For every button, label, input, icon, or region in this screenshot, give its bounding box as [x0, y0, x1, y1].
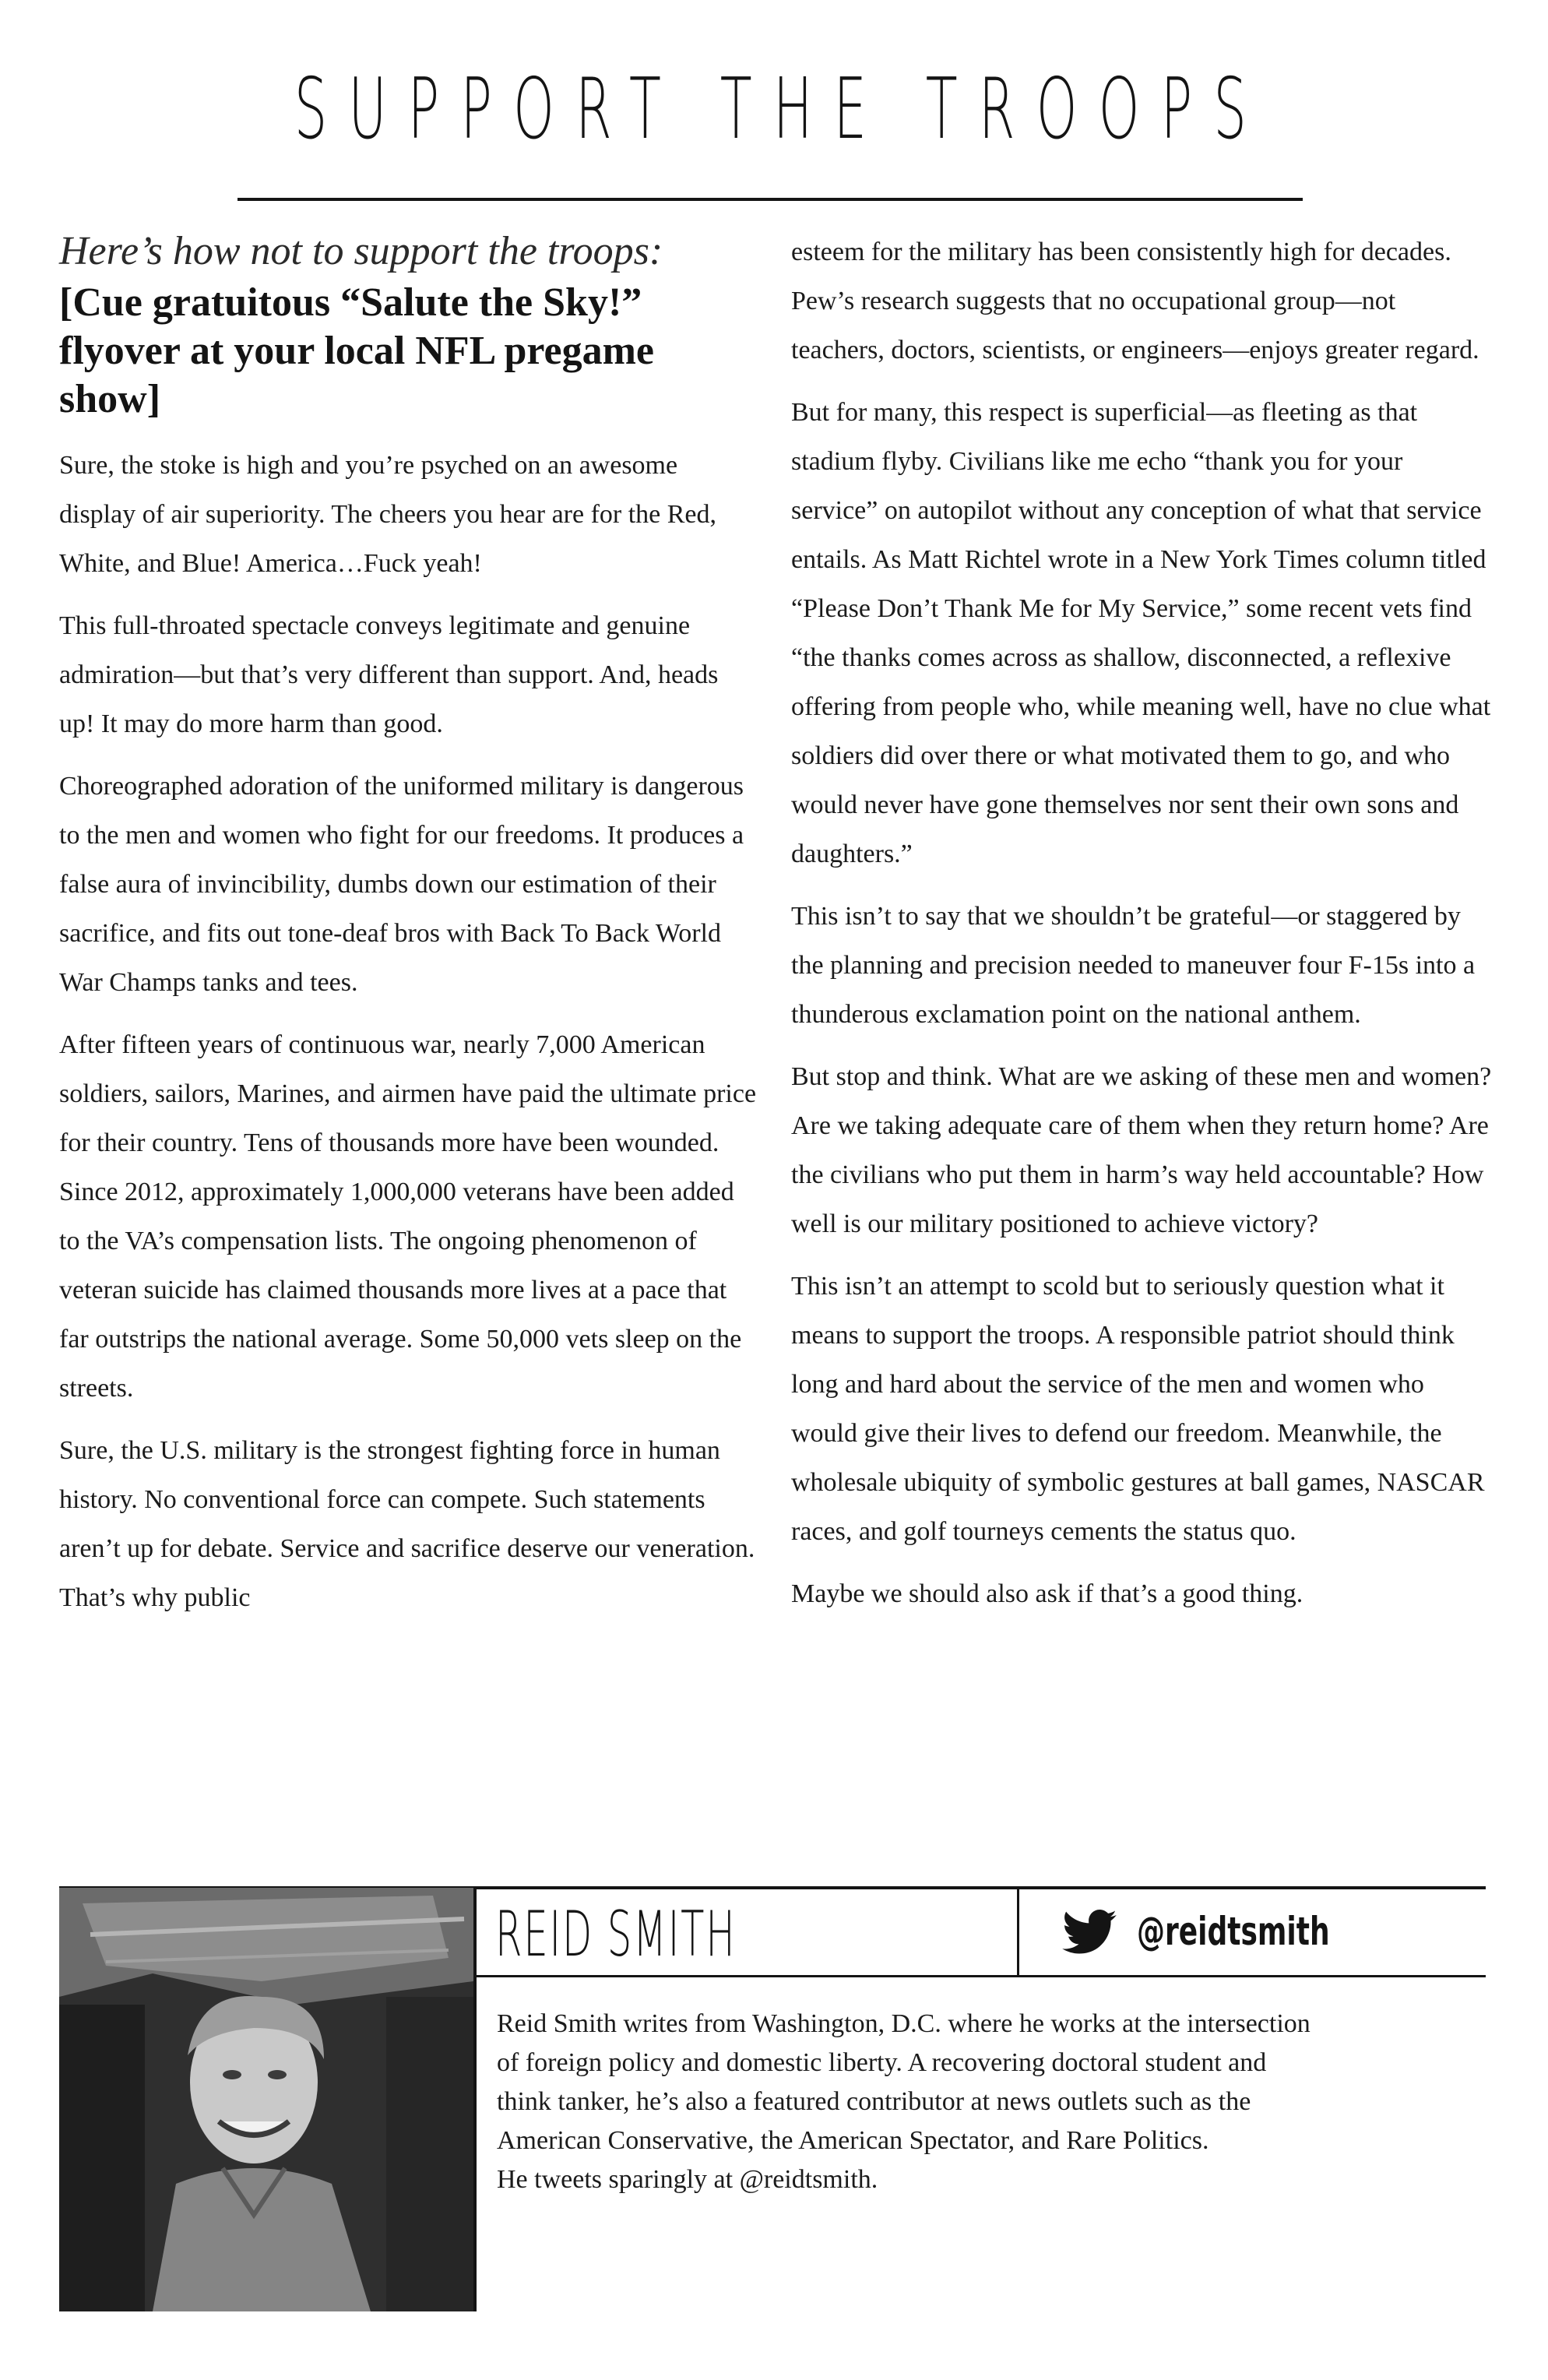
- paragraph: This full-throated spectacle conveys legitimate and genuine admiration—but that’s very different than support. And, heads up! It may do more harm than good.: [59, 611, 719, 738]
- paragraph: But stop and think. What are we asking of these men and women? Are we taking adequate care of them when they return home? Are the civilians who put them in harm’s way held accountable? How well is our military positioned to achieve victory?: [791, 1062, 1492, 1238]
- paragraph: Maybe we should also ask if that’s a good thing.: [791, 1579, 1303, 1608]
- title-divider: [237, 198, 1303, 201]
- author-box-divider: [1017, 1888, 1019, 1975]
- author-bio: [497, 2005, 1478, 2199]
- page-title: SUPPORT THE TROOPS: [294, 61, 1268, 158]
- paragraph: Sure, the stoke is high and you’re psyched on an awesome display of air superiority. The cheers you hear are for the Red, White, and Blue! America…Fuck yeah!: [59, 451, 717, 578]
- author-name: REID SMITH: [495, 1898, 737, 1970]
- twitter-handle[interactable]: @reidtsmith: [1137, 1909, 1330, 1954]
- author-bio-line: He tweets sparingly at @reidtsmith.: [497, 2165, 878, 2194]
- article-left-column: [59, 226, 760, 1635]
- author-bio-line: American Conservative, the American Spectator, and Rare Politics.: [497, 2126, 1209, 2155]
- article-headline: [Cue gratuitous “Salute the Sky!” flyover at your local NFL pregame show]: [59, 280, 655, 421]
- author-bio-line: think tanker, he’s also a featured contributor at news outlets such as the: [497, 2087, 1251, 2116]
- author-photo: [59, 1888, 477, 2311]
- paragraph: Choreographed adoration of the uniformed military is dangerous to the men and women who fight for our freedoms. It produces a false aura of invincibility, dumbs down our estimation of their sacrifice, and fits out tone-deaf bros with Back To Back World War Champs tanks and tees.: [59, 772, 744, 997]
- author-bio-line: of foreign policy and domestic liberty. A recovering doctoral student and: [497, 2048, 1267, 2077]
- author-name-cell: [477, 1888, 1017, 1975]
- paragraph: This isn’t an attempt to scold but to seriously question what it means to support the troops. A responsible patriot should think long and hard about the service of the men and women who would give their lives to defend our freedom. Meanwhile, the wholesale ubiquity of symbolic gestures at ball games, NASCAR races, and golf tourneys cements the status quo.: [791, 1272, 1485, 1546]
- author-box-mid-rule: [477, 1975, 1486, 1977]
- paragraph: But for many, this respect is superficial—as fleeting as that stadium flyby. Civilians like me echo “thank you for your service” on autopilot without any conception of what that service entails. As Matt Richtel wrote in a New York Times column titled “Please Don’t Thank Me for My Service,” some recent vets find “the thanks comes across as shallow, disconnected, a reflexive offering from people who, while meaning well, have no clue what soldiers did over there or what motivated them to go, and who would never have gone themselves nor sent their own sons and daughters.”: [791, 398, 1491, 868]
- paragraph: esteem for the military has been consistently high for decades. Pew’s research suggests that no occupational group—not teachers, doctors, scientists, or engineers—enjoys greater regard.: [791, 238, 1479, 364]
- author-bio-line: Reid Smith writes from Washington, D.C. where he works at the intersection: [497, 2009, 1311, 2038]
- twitter-handle-cell[interactable]: [1020, 1888, 1486, 1975]
- author-portrait-photo: [59, 1888, 473, 2311]
- paragraph: After fifteen years of continuous war, nearly 7,000 American soldiers, sailors, Marines, and airmen have paid the ultimate price for their country. Tens of thousands more have been wounded. Since 2012, approximately 1,000,000 veterans have been added to the VA’s compensation lists. The ongoing phenomenon of veteran suicide has claimed thousands more lives at a pace that far outstrips the national average. Some 50,000 vets sleep on the streets.: [59, 1030, 757, 1403]
- article-intro: Here’s how not to support the troops:: [59, 229, 663, 273]
- twitter-bird-icon: [1062, 1910, 1117, 1955]
- paragraph: Sure, the U.S. military is the strongest fighting force in human history. No conventional force can compete. Such statements aren’t up for debate. Service and sacrifice deserve our veneration. That’s why public: [59, 1436, 755, 1612]
- paragraph: This isn’t to say that we shouldn’t be grateful—or staggered by the planning and precision needed to maneuver four F-15s into a thunderous exclamation point on the national anthem.: [791, 902, 1476, 1029]
- article-right-column: [791, 227, 1492, 1632]
